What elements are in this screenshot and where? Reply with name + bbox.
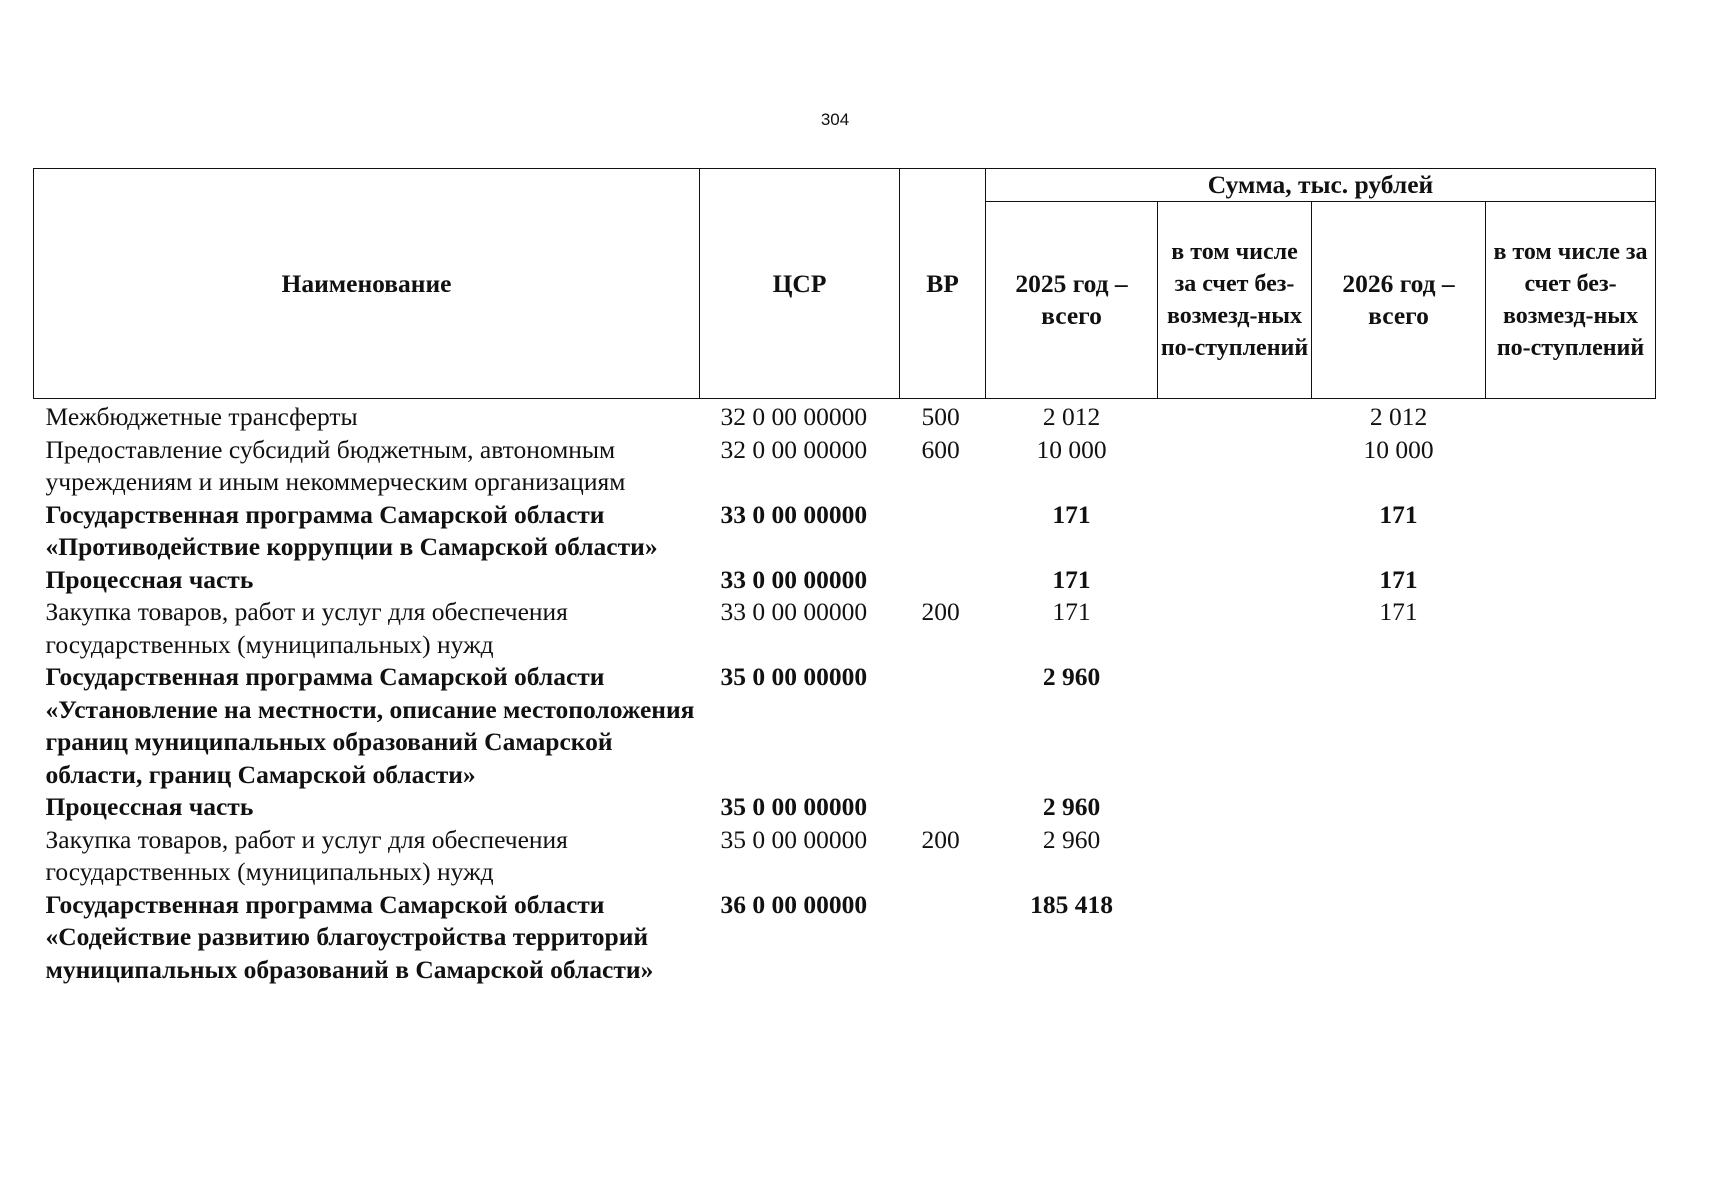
- header-csr: ЦСР: [700, 169, 900, 399]
- cell-2026-total: [1312, 791, 1486, 824]
- cell-csr: 33 0 00 00000: [720, 597, 868, 626]
- cell-2025-free: [1158, 889, 1312, 987]
- cell-name: Закупка товаров, работ и услуг для обеспечения государственных (муниципальных) нужд: [45, 824, 568, 886]
- cell-2026-free: [1486, 661, 1656, 791]
- header-sum-group: Сумма, тыс. рублей: [986, 169, 1656, 202]
- header-name: Наименование: [34, 169, 700, 399]
- header-2026-total: 2026 год – всего: [1312, 202, 1486, 399]
- cell-name: Межбюджетные трансферты: [45, 402, 358, 431]
- cell-vr: 600: [921, 434, 960, 464]
- cell-2025-free: [1158, 791, 1312, 824]
- cell-2025-total: 2 960: [1042, 824, 1101, 854]
- cell-name: Предоставление субсидий бюджетным, автономным учреждениям и иным некоммерческим организациям: [45, 434, 626, 496]
- cell-2026-total: [1312, 661, 1486, 791]
- header-2025-free: в том числе за счет без-возмезд-ных по-ступлений: [1158, 202, 1312, 399]
- cell-2026-total: [1312, 889, 1486, 987]
- table-row: [34, 824, 1656, 889]
- cell-2025-total: 171: [1052, 564, 1091, 594]
- cell-vr: [900, 499, 986, 564]
- table-row: [34, 661, 1656, 791]
- cell-2025-total: 171: [1052, 499, 1091, 529]
- cell-2025-free: [1158, 596, 1312, 661]
- cell-2025-total: 2 960: [1042, 792, 1101, 821]
- cell-name: Процессная часть: [45, 564, 254, 594]
- table-body: [34, 399, 1656, 987]
- cell-2026-free: [1486, 824, 1656, 889]
- page-number: 304: [820, 110, 850, 129]
- cell-2025-free: [1158, 434, 1312, 499]
- cell-vr: [900, 661, 986, 791]
- table-row: [34, 399, 1656, 434]
- cell-2026-free: [1486, 499, 1656, 564]
- cell-2026-free: [1486, 791, 1656, 824]
- cell-2026-free: [1486, 434, 1656, 499]
- header-2025-total: 2025 год – всего: [986, 202, 1158, 399]
- cell-name: Процессная часть: [45, 792, 254, 821]
- cell-csr: 35 0 00 00000: [720, 662, 868, 691]
- cell-csr: 33 0 00 00000: [720, 564, 868, 594]
- cell-csr: 35 0 00 00000: [720, 792, 868, 821]
- cell-name: Закупка товаров, работ и услуг для обеспечения государственных (муниципальных) нужд: [45, 597, 568, 659]
- cell-csr: 33 0 00 00000: [720, 499, 868, 529]
- cell-vr: [900, 564, 986, 597]
- cell-name: Государственная программа Самарской области «Противодействие коррупции в Самарской области»: [45, 499, 658, 561]
- cell-csr: 36 0 00 00000: [720, 889, 868, 919]
- budget-table: [33, 168, 1656, 986]
- cell-vr: 500: [921, 402, 960, 431]
- cell-2025-total: 185 418: [1030, 889, 1113, 919]
- cell-vr: [900, 791, 986, 824]
- cell-csr: 32 0 00 00000: [720, 402, 868, 431]
- cell-2025-free: [1158, 564, 1312, 597]
- cell-name: Государственная программа Самарской области «Установление на местности, описание местоположения границ муниципальных образований Самарской области, границ Самарской области»: [45, 662, 695, 789]
- cell-2026-total: 10 000: [1363, 434, 1434, 464]
- cell-2026-free: [1486, 889, 1656, 987]
- table-row: [34, 434, 1656, 499]
- cell-2025-free: [1158, 399, 1312, 434]
- table-row: [34, 499, 1656, 564]
- cell-vr: 200: [921, 824, 960, 854]
- cell-2026-total: 171: [1379, 597, 1418, 626]
- cell-vr: [900, 889, 986, 987]
- cell-csr: 35 0 00 00000: [720, 824, 868, 854]
- table-row: [34, 596, 1656, 661]
- cell-2026-free: [1486, 399, 1656, 434]
- cell-2026-total: 2 012: [1369, 402, 1428, 431]
- cell-2026-free: [1486, 596, 1656, 661]
- table-row: [34, 564, 1656, 597]
- table-row: [34, 791, 1656, 824]
- cell-2025-free: [1158, 824, 1312, 889]
- header-vr: ВР: [900, 169, 986, 399]
- cell-2026-total: [1312, 824, 1486, 889]
- cell-2025-total: 2 960: [1042, 662, 1101, 691]
- cell-2026-total: 171: [1379, 564, 1418, 594]
- cell-2025-total: 10 000: [1036, 434, 1107, 464]
- cell-csr: 32 0 00 00000: [720, 434, 868, 464]
- table-row: [34, 889, 1656, 987]
- cell-2025-free: [1158, 499, 1312, 564]
- cell-2026-free: [1486, 564, 1656, 597]
- table-header: [34, 169, 1656, 399]
- header-2026-free: в том числе за счет без-возмезд-ных по-ступлений: [1486, 202, 1656, 399]
- cell-2026-total: 171: [1379, 499, 1418, 529]
- cell-vr: 200: [921, 597, 960, 626]
- cell-2025-free: [1158, 661, 1312, 791]
- cell-2025-total: 2 012: [1042, 402, 1101, 431]
- cell-2025-total: 171: [1052, 597, 1091, 626]
- cell-name: Государственная программа Самарской области «Содействие развитию благоустройства территорий муниципальных образований в Самарской области»: [45, 889, 654, 984]
